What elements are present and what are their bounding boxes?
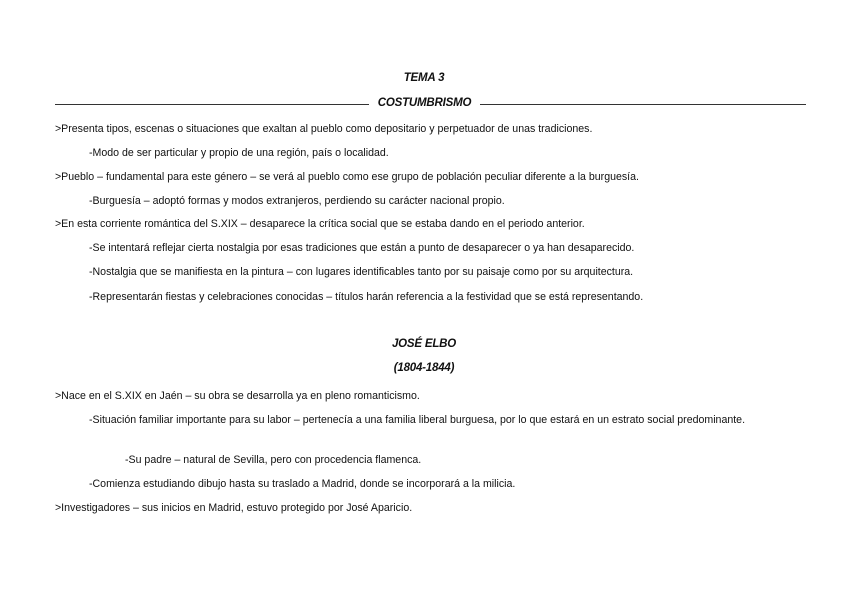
paragraph-line: -Representarán fiestas y celebraciones conocidas – títulos harán referencia a la festividad que se está representando. [89,291,644,303]
divider-right [480,104,806,105]
paragraph-line: -Nostalgia que se manifiesta en la pintura – con lugares identificables tanto por su paisaje como por su arquitectura. [89,266,634,278]
paragraph-line: >Pueblo – fundamental para este género – se verá al pueblo como ese grupo de población peculiar diferente a la burguesía. [55,171,639,183]
divider-left [55,104,369,105]
paragraph-line: >Investigadores – sus inicios en Madrid, estuvo protegido por José Aparicio. [55,502,413,514]
section-title-costumbrismo: COSTUMBRISMO [377,97,472,109]
paragraph-line: >Presenta tipos, escenas o situaciones que exaltan al pueblo como depositario y perpetuador de unas tradiciones. [55,123,593,135]
paragraph-line: -Modo de ser particular y propio de una región, país o localidad. [89,147,389,159]
paragraph-line: -Se intentará reflejar cierta nostalgia por esas tradiciones que están a punto de desaparecer o ya han desaparecido. [89,242,635,254]
paragraph-line: -Situación familiar importante para su labor – pertenecía a una familia liberal burguesa, por lo que estará en un estrato social predominante. [89,414,746,426]
paragraph-line: -Su padre – natural de Sevilla, pero con procedencia flamenca. [125,454,422,466]
section-dates: (1804-1844) [393,362,455,374]
paragraph-line: -Burguesía – adoptó formas y modos extranjeros, perdiendo su carácter nacional propio. [89,195,505,207]
section-title-jose-elbo: JOSÉ ELBO [391,338,457,350]
paragraph-line: -Comienza estudiando dibujo hasta su traslado a Madrid, donde se incorporará a la milicia. [89,478,516,490]
section-title-rule [55,97,806,111]
tema-heading: TEMA 3 [403,72,445,84]
paragraph-line: >En esta corriente romántica del S.XIX – desaparece la crítica social que se estaba dando en el periodo anterior. [55,218,585,230]
paragraph-line: >Nace en el S.XIX en Jaén – su obra se desarrolla ya en pleno romanticismo. [55,390,420,402]
